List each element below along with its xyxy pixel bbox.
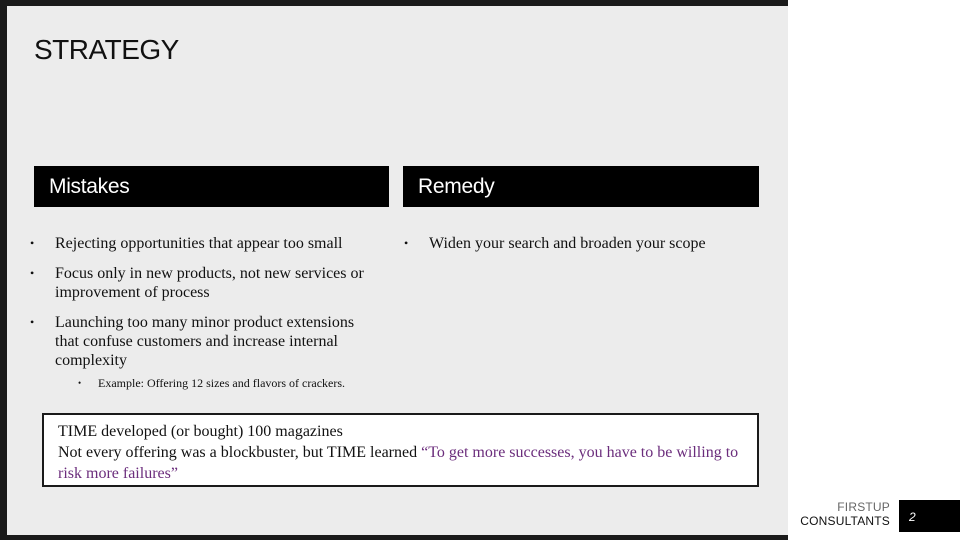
list-item-text: Rejecting opportunities that appear too small bbox=[55, 235, 343, 252]
note-line-2 bbox=[58, 442, 743, 484]
note-line-1: TIME developed (or bought) 100 magazines bbox=[58, 423, 343, 440]
list-item-text: Widen your search and broaden your scope bbox=[429, 235, 706, 252]
bullet-icon: • bbox=[30, 236, 35, 250]
mistakes-header-label: Mistakes bbox=[49, 174, 130, 198]
mistakes-list bbox=[30, 234, 395, 391]
brand-logo bbox=[786, 500, 890, 528]
remedy-header bbox=[403, 166, 759, 207]
mistakes-header bbox=[34, 166, 389, 207]
sub-list-item bbox=[30, 375, 395, 391]
list-item bbox=[30, 313, 365, 370]
example-note-box bbox=[42, 413, 759, 487]
page-title: STRATEGY bbox=[34, 34, 179, 65]
bullet-icon: • bbox=[30, 266, 35, 280]
list-item bbox=[404, 234, 759, 253]
note-line-2-text: Not every offering was a blockbuster, but TIME learned bbox=[58, 444, 422, 461]
list-item bbox=[30, 234, 395, 253]
sub-list-item-text: Example: Offering 12 sizes and flavors of crackers. bbox=[98, 376, 346, 390]
bullet-icon: • bbox=[30, 315, 35, 329]
brand-line-1: FIRSTUP bbox=[837, 500, 890, 514]
note-quote: “To get more successes, you have to be willing to risk more failures” bbox=[58, 444, 739, 482]
bullet-icon: • bbox=[404, 236, 409, 250]
remedy-list bbox=[404, 234, 759, 253]
list-item-text: Launching too many minor product extensions that confuse customers and increase internal complexity bbox=[55, 314, 355, 369]
page-number bbox=[899, 500, 960, 532]
list-item bbox=[30, 264, 395, 302]
list-item-text: Focus only in new products, not new services or improvement of process bbox=[55, 265, 364, 301]
remedy-header-label: Remedy bbox=[418, 174, 495, 198]
brand-line-2: CONSULTANTS bbox=[800, 514, 890, 528]
page-number-text: 2 bbox=[909, 510, 916, 524]
bullet-icon: • bbox=[78, 378, 82, 388]
